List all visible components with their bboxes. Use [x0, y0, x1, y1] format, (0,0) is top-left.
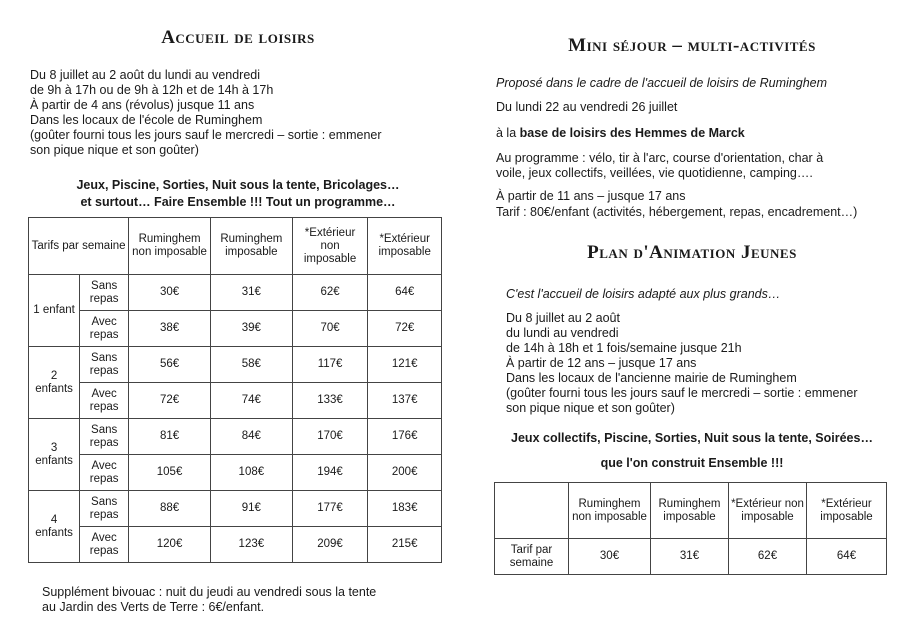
table-row	[29, 419, 442, 455]
price-cell: 64€	[807, 539, 887, 575]
paj-details	[506, 311, 896, 416]
mini-age: À partir de 11 ans – jusque 17 ans	[496, 189, 686, 203]
paj-line: son pique nique et son goûter)	[506, 401, 675, 415]
price-cell: 81€	[129, 419, 211, 455]
price-cell: 215€	[368, 527, 442, 563]
table-header: Ruminghem non imposable	[569, 483, 651, 539]
price-cell: 56€	[129, 347, 211, 383]
footer-line: Supplément bivouac : nuit du jeudi au vendredi sous la tente	[42, 585, 377, 599]
accueil-highlight	[28, 177, 448, 211]
price-cell: 31€	[210, 275, 292, 311]
price-cell: 38€	[129, 311, 211, 347]
accueil-line: Du 8 juillet au 2 août du lundi au vendredi	[30, 68, 261, 82]
programme-line: Au programme : vélo, tir à l'arc, course d'orientation, char à	[496, 151, 824, 165]
price-cell: 121€	[368, 347, 442, 383]
group-label: 2 enfants	[29, 347, 80, 419]
paj-title: Plan d'Animation Jeunes	[587, 242, 797, 263]
table-row	[29, 491, 442, 527]
paj-line: Dans les locaux de l'ancienne mairie de Ruminghem	[506, 371, 797, 385]
meal-label: Avec repas	[80, 311, 129, 347]
table-row	[29, 347, 442, 383]
accueil-details	[30, 68, 450, 158]
price-cell: 120€	[129, 527, 211, 563]
meal-label: Avec repas	[80, 383, 129, 419]
price-cell: 91€	[210, 491, 292, 527]
price-cell: 30€	[569, 539, 651, 575]
accueil-footer	[42, 585, 452, 615]
accueil-line: (goûter fourni tous les jours sauf le mercredi – sortie : emmener	[30, 128, 382, 142]
price-cell: 194€	[292, 455, 368, 491]
meal-label: Sans repas	[80, 347, 129, 383]
table-header: Ruminghem imposable	[210, 218, 292, 275]
footer-line: au Jardin des Verts de Terre : 6€/enfant.	[42, 600, 265, 614]
table-header: *Extérieur non imposable	[729, 483, 807, 539]
table-corner: Tarifs par semaine	[29, 218, 129, 275]
price-cell: 30€	[129, 275, 211, 311]
table-header: *Extérieur imposable	[368, 218, 442, 275]
table-row	[29, 455, 442, 491]
meal-label: Avec repas	[80, 455, 129, 491]
table-header: *Extérieur non imposable	[292, 218, 368, 275]
table-row	[495, 539, 887, 575]
group-label: 1 enfant	[29, 275, 80, 347]
mini-tarif: Tarif : 80€/enfant (activités, hébergement, repas, encadrement…)	[496, 205, 858, 219]
price-cell: 108€	[210, 455, 292, 491]
price-cell: 74€	[210, 383, 292, 419]
meal-label: Sans repas	[80, 419, 129, 455]
mini-place-prefix: à la	[496, 126, 520, 140]
paj-line: du lundi au vendredi	[506, 326, 619, 340]
mini-place	[496, 126, 896, 141]
accueil-line: À partir de 4 ans (révolus) jusque 11 ans	[30, 98, 255, 112]
paj-line: Du 8 juillet au 2 août	[506, 311, 620, 325]
paj-price-table	[494, 482, 887, 575]
accueil-price-table	[28, 217, 442, 563]
paj-highlight-1: Jeux collectifs, Piscine, Sorties, Nuit sous la tente, Soirées…	[511, 431, 873, 445]
mini-place-name: base de loisirs des Hemmes de Marck	[519, 126, 745, 140]
paj-highlight-2: que l'on construit Ensemble !!!	[600, 456, 784, 470]
price-cell: 123€	[210, 527, 292, 563]
price-cell: 72€	[368, 311, 442, 347]
accueil-line: son pique nique et son goûter)	[30, 143, 199, 157]
accueil-line: Dans les locaux de l'école de Ruminghem	[30, 113, 263, 127]
table-header-row	[29, 218, 442, 275]
table-row	[29, 311, 442, 347]
group-label: 4 enfants	[29, 491, 80, 563]
table-header: Ruminghem imposable	[651, 483, 729, 539]
programme-line: voile, jeux collectifs, veillées, vie quotidienne, camping….	[496, 166, 813, 180]
meal-label: Sans repas	[80, 275, 129, 311]
accueil-title: Accueil de loisirs	[161, 27, 315, 48]
table-header: Ruminghem non imposable	[129, 218, 211, 275]
price-cell: 72€	[129, 383, 211, 419]
table-row	[29, 383, 442, 419]
price-cell: 200€	[368, 455, 442, 491]
price-cell: 39€	[210, 311, 292, 347]
price-cell: 117€	[292, 347, 368, 383]
paj-line: (goûter fourni tous les jours sauf le mercredi – sortie : emmener	[506, 386, 858, 400]
table-row	[29, 275, 442, 311]
table-corner	[495, 483, 569, 539]
row-label: Tarif par semaine	[495, 539, 569, 575]
paj-line: de 14h à 18h et 1 fois/semaine jusque 21h	[506, 341, 742, 355]
paj-line: À partir de 12 ans – jusque 17 ans	[506, 356, 697, 370]
meal-label: Sans repas	[80, 491, 129, 527]
highlight-line: et surtout… Faire Ensemble !!! Tout un programme…	[80, 195, 396, 209]
price-cell: 88€	[129, 491, 211, 527]
mini-title: Mini séjour – multi-activités	[568, 35, 816, 56]
paj-intro: C'est l'accueil de loisirs adapté aux plus grands…	[506, 287, 781, 301]
price-cell: 209€	[292, 527, 368, 563]
table-row	[29, 527, 442, 563]
price-cell: 70€	[292, 311, 368, 347]
price-cell: 137€	[368, 383, 442, 419]
group-label: 3 enfants	[29, 419, 80, 491]
mini-intro: Proposé dans le cadre de l'accueil de loisirs de Ruminghem	[496, 76, 828, 90]
price-cell: 105€	[129, 455, 211, 491]
price-cell: 58€	[210, 347, 292, 383]
price-cell: 176€	[368, 419, 442, 455]
price-cell: 133€	[292, 383, 368, 419]
highlight-line: Jeux, Piscine, Sorties, Nuit sous la tente, Bricolages…	[76, 178, 400, 192]
price-cell: 62€	[729, 539, 807, 575]
price-cell: 31€	[651, 539, 729, 575]
price-cell: 170€	[292, 419, 368, 455]
price-cell: 183€	[368, 491, 442, 527]
price-cell: 64€	[368, 275, 442, 311]
accueil-line: de 9h à 17h ou de 9h à 12h et de 14h à 17h	[30, 83, 274, 97]
table-header-row	[495, 483, 887, 539]
mini-programme	[496, 151, 896, 181]
mini-dates: Du lundi 22 au vendredi 26 juillet	[496, 100, 678, 114]
price-cell: 177€	[292, 491, 368, 527]
price-cell: 62€	[292, 275, 368, 311]
meal-label: Avec repas	[80, 527, 129, 563]
table-header: *Extérieur imposable	[807, 483, 887, 539]
price-cell: 84€	[210, 419, 292, 455]
